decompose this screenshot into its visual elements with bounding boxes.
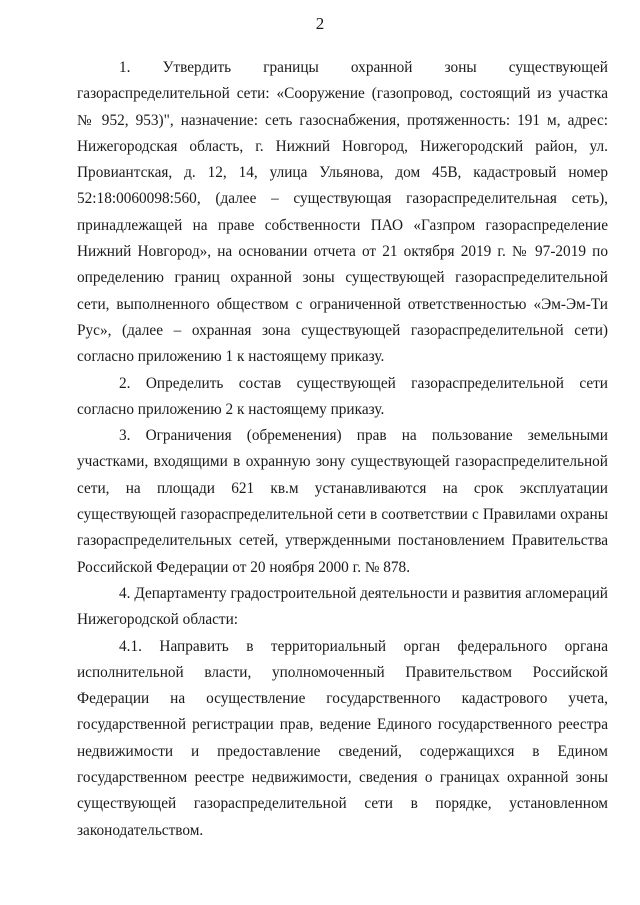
- paragraph-3-restrictions: 3. Ограничения (обременения) прав на пользование земельными участками, входящими в охранную зону существующей газораспределительной сети, на площади 621 кв.м устанавливаются на срок эксплуатации существующей газораспределительной сети в соответствии с Правилами охраны газораспределительных сетей, утвержденными постановлением Правительства Российской Федерации от 20 ноября 2000 г. № 878.: [77, 427, 608, 576]
- paragraph-1-approve-boundaries: 1. Утвердить границы охранной зоны существующей газораспределительной сети: «Сооружение (газопровод, состоящий из участка № 952, 953)", назначение: сеть газоснабжения, протяженность: 191 м, адрес: Нижегородская область, г. Нижний Новгород, Нижегородский район, ул. Провиантская, д. 12, 14, улица Ульянова, дом 45В, кадастровый номер 52:18:0060098:560, (далее – существующая газораспределительная сеть), принадлежащей на праве собственности ПАО «Газпром газораспределение Нижний Новгород», на основании отчета от 21 октября 2019 г. № 97-2019 по определению границ охранной зоны существующей газораспределительной сети, выполненного обществом с ограниченной ответственностью «Эм-Эм-Ти Рус», (далее – охранная зона существующей газораспределительной сети) согласно приложению 1 к настоящему приказу.: [77, 59, 608, 366]
- paragraph-4-1-send-information: 4.1. Направить в территориальный орган федерального органа исполнительной власти, уполномоченный Правительством Российской Федерации на осуществление государственного кадастрового учета, государственной регистрации прав, ведение Единого государственного реестра недвижимости и предоставление сведений, содержащихся в Едином государственном реестре недвижимости, сведения о границах охранной зоны существующей газораспределительной сети в порядке, установленном законодательством.: [77, 637, 608, 839]
- page-number: 2: [315, 14, 325, 33]
- paragraph-2-define-composition: 2. Определить состав существующей газораспределительной сети согласно приложению 2 к настоящему приказу.: [77, 374, 608, 418]
- paragraph-4-department: 4. Департаменту градостроительной деятельности и развития агломераций Нижегородской области:: [77, 584, 608, 629]
- document-body: [77, 55, 608, 844]
